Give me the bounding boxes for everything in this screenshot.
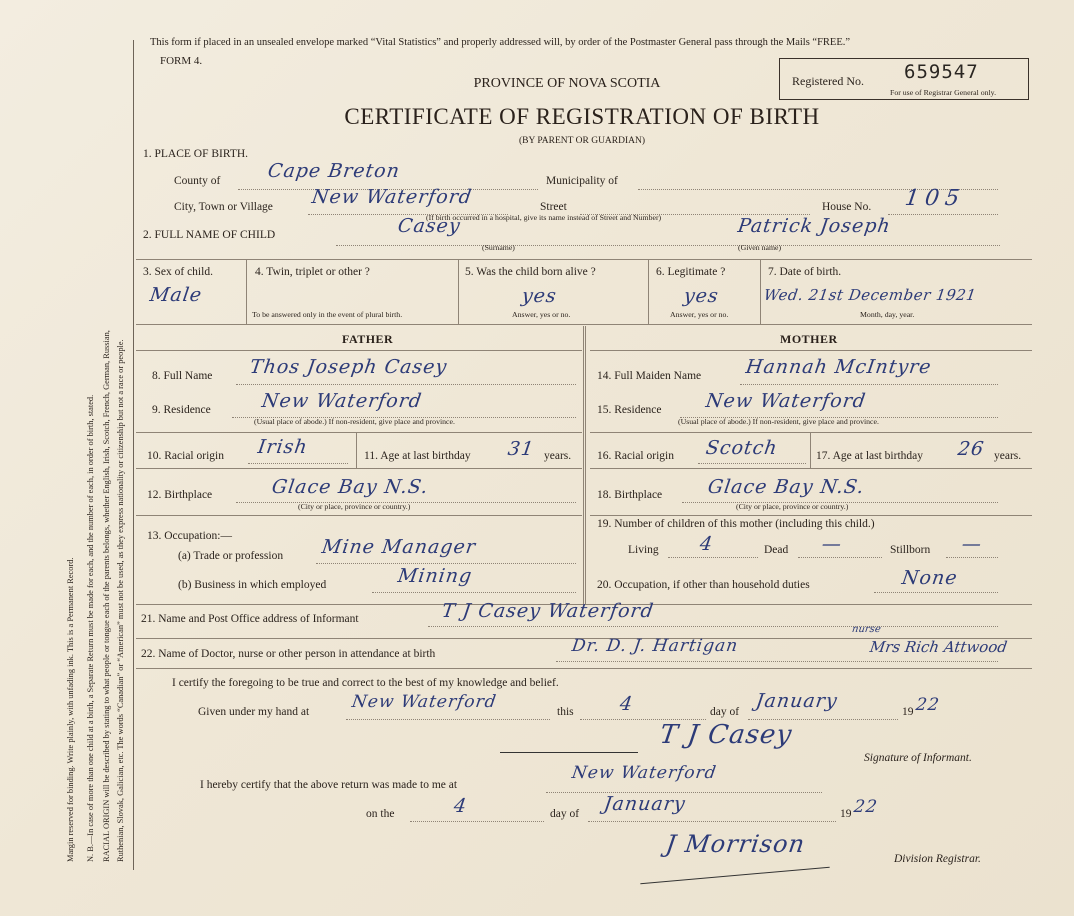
- divider-3-4: [246, 259, 247, 324]
- rule-top-row3: [136, 259, 1032, 260]
- mother-years-label: years.: [994, 450, 1022, 462]
- father-residence-value: New Waterford: [260, 390, 424, 412]
- county-value: Cape Breton: [266, 160, 402, 182]
- sex-value: Male: [148, 284, 204, 306]
- father-racial-divider: [356, 432, 357, 468]
- father-business-value: Mining: [396, 565, 474, 587]
- hospital-note: (If birth occurred in a hospital, give its name instead of Street and Number): [426, 213, 662, 222]
- mother-rule-1: [590, 350, 1032, 351]
- doctor-nurse-word: nurse: [851, 624, 882, 635]
- registrar-year-prefix: 19: [840, 808, 852, 820]
- registrar-day-of-label: day of: [550, 808, 580, 820]
- mother-racial-divider: [810, 432, 811, 468]
- registrar-signature-flourish: [640, 867, 829, 885]
- city-value: New Waterford: [310, 186, 474, 208]
- father-age-value: 31: [506, 438, 536, 460]
- legitimate-note: Answer, yes or no.: [670, 310, 729, 319]
- divider-6-7: [760, 259, 761, 324]
- doctor-value: Dr. D. J. Hartigan: [570, 636, 740, 656]
- dead-value: —: [820, 533, 844, 555]
- father-name-value: Thos Joseph Casey: [248, 356, 449, 378]
- child-surname: Casey: [396, 215, 463, 237]
- father-residence-label: 9. Residence: [152, 404, 211, 416]
- stillborn-value: —: [960, 533, 984, 555]
- date-of-birth-label: 7. Date of birth.: [768, 266, 842, 278]
- city-label: City, Town or Village: [174, 201, 273, 213]
- father-birthplace-value: Glace Bay N.S.: [270, 476, 430, 498]
- father-trade-line: [316, 563, 576, 564]
- mother-racial-label: 16. Racial origin: [597, 450, 674, 462]
- house-line: [888, 214, 998, 215]
- certify-text: I certify the foregoing to be true and correct to the best of my knowledge and belief.: [172, 677, 559, 689]
- stillborn-label: Stillborn: [890, 544, 931, 556]
- father-racial-line: [248, 463, 348, 464]
- margin-rule: [133, 40, 134, 870]
- registrar-place-value: New Waterford: [570, 763, 718, 783]
- mother-occupation-label: 20. Occupation, if other than household duties: [597, 579, 810, 591]
- father-trade-label: (a) Trade or profession: [178, 550, 284, 562]
- parents-divider: [583, 326, 586, 604]
- dead-line: [798, 557, 882, 558]
- mother-occupation-line: [874, 592, 998, 593]
- legitimate-label: 6. Legitimate ?: [656, 266, 726, 278]
- child-given-name: Patrick Joseph: [736, 215, 893, 237]
- father-business-label: (b) Business in which employed: [178, 579, 327, 591]
- mother-rule-3: [590, 468, 1032, 469]
- margin-note-2: N. B.—In case of more than one child at a birth, a Separate Return must be made for each, and the number of each, in order of birth, stated.: [86, 394, 95, 862]
- father-racial-label: 10. Racial origin: [147, 450, 224, 462]
- margin-note-1: Margin reserved for binding. Write plainly, with unfading ink. This is a Permanent Record.: [66, 557, 75, 862]
- this-label: this: [557, 706, 574, 718]
- mother-birthplace-value: Glace Bay N.S.: [706, 476, 866, 498]
- mother-name-value: Hannah McIntyre: [744, 356, 934, 378]
- registrar-day-line: [410, 821, 544, 822]
- twin-label: 4. Twin, triplet or other ?: [255, 266, 370, 278]
- province-heading: PROVINCE OF NOVA SCOTIA: [473, 76, 661, 91]
- registered-number-box: [779, 58, 1029, 100]
- living-value: 4: [698, 533, 715, 555]
- mother-birthplace-label: 18. Birthplace: [597, 489, 663, 501]
- certify-year-value: 22: [914, 695, 942, 715]
- informant-value: T J Casey Waterford: [440, 600, 656, 622]
- living-label: Living: [628, 544, 659, 556]
- divider-4-5: [458, 259, 459, 324]
- postal-notice: This form if placed in an unsealed envelope marked “Vital Statistics” and properly addressed will, by order of the Postmaster General pass through the Mails “FREE.”: [150, 37, 851, 48]
- father-age-label: 11. Age at last birthday: [364, 450, 471, 462]
- municipality-label: Municipality of: [546, 175, 618, 187]
- street-label: Street: [540, 201, 567, 213]
- registrar-year-value: 22: [852, 797, 880, 817]
- father-racial-value: Irish: [256, 436, 310, 458]
- margin-note-3: RACIAL ORIGIN will be described by stating to what people or tongue each of the parents belongs, whether English, Irish, Scotch, French, German, Russian,: [102, 330, 111, 862]
- informant-signature-line: [500, 752, 638, 753]
- mother-residence-value: New Waterford: [704, 390, 868, 412]
- page-subtitle: (BY PARENT OR GUARDIAN): [518, 136, 646, 146]
- father-birthplace-note: (City or place, province or country.): [298, 502, 411, 511]
- given-name-label: (Given name): [738, 243, 782, 252]
- informant-line: [428, 626, 998, 627]
- doctor-label: 22. Name of Doctor, nurse or other person in attendance at birth: [141, 648, 436, 660]
- informant-label: 21. Name and Post Office address of Informant: [141, 613, 359, 625]
- mother-rule-2: [590, 432, 1032, 433]
- father-heading: FATHER: [342, 332, 394, 346]
- child-name-line: [336, 245, 1000, 246]
- registrar-month-line: [588, 821, 836, 822]
- doctor-line: [556, 661, 998, 662]
- margin-note-4: Ruthenian, Slovak, Galician, etc. The words “Canadian” or “American” must not be used, as they express nationality or citizenship but not a race or people.: [116, 339, 125, 862]
- surname-label: (Surname): [482, 243, 515, 252]
- informant-signature-label: Signature of Informant.: [864, 752, 972, 764]
- registrar-signature: J Morrison: [664, 830, 808, 858]
- stillborn-line: [946, 557, 998, 558]
- mother-racial-value: Scotch: [704, 437, 780, 459]
- date-note: Month, day, year.: [860, 310, 915, 319]
- father-name-line: [236, 384, 576, 385]
- certify-day-of-label: day of: [710, 706, 740, 718]
- legitimate-value: yes: [682, 285, 721, 307]
- place-of-birth-label: 1. PLACE OF BIRTH.: [143, 148, 249, 160]
- father-business-line: [372, 592, 576, 593]
- registered-number: 659547: [904, 61, 979, 83]
- living-line: [668, 557, 758, 558]
- father-rule-4: [136, 515, 582, 516]
- mother-residence-label: 15. Residence: [597, 404, 662, 416]
- registrar-on-label: on the: [366, 808, 395, 820]
- father-birthplace-label: 12. Birthplace: [147, 489, 213, 501]
- twin-note: To be answered only in the event of plural birth.: [252, 310, 403, 319]
- doctor-value-2: Mrs Rich Attwood: [868, 638, 1009, 656]
- alive-label: 5. Was the child born alive ?: [465, 266, 596, 278]
- father-years-label: years.: [544, 450, 572, 462]
- alive-value: yes: [520, 285, 559, 307]
- house-value: 105: [903, 186, 967, 211]
- mother-racial-line: [698, 463, 806, 464]
- certify-year-prefix: 19: [902, 706, 914, 718]
- sex-label: 3. Sex of child.: [143, 266, 213, 278]
- mother-children-label: 19. Number of children of this mother (including this child.): [597, 518, 875, 530]
- registrar-text: I hereby certify that the above return was made to me at: [200, 779, 458, 791]
- certify-day-value: 4: [618, 693, 635, 715]
- father-rule-2: [136, 432, 582, 433]
- given-under-label: Given under my hand at: [198, 706, 310, 718]
- page-title: CERTIFICATE OF REGISTRATION OF BIRTH: [344, 104, 820, 129]
- registrar-day-value: 4: [452, 795, 469, 817]
- registrar-month-value: January: [602, 793, 688, 815]
- mother-occupation-value: None: [900, 567, 960, 589]
- informant-signature: T J Casey: [657, 720, 795, 750]
- mother-age-label: 17. Age at last birthday: [816, 450, 923, 462]
- given-place-value: New Waterford: [350, 692, 498, 712]
- father-rule-1: [136, 350, 582, 351]
- alive-note: Answer, yes or no.: [512, 310, 571, 319]
- mother-residence-note: (Usual place of abode.) If non-resident, give place and province.: [678, 417, 879, 426]
- father-name-label: 8. Full Name: [152, 370, 213, 382]
- registrar-signature-label: Division Registrar.: [894, 853, 981, 865]
- registrar-note: For use of Registrar General only.: [890, 88, 997, 97]
- rule-bottom-row3: [136, 324, 1032, 325]
- given-place-line: [346, 719, 550, 720]
- mother-name-line: [740, 384, 998, 385]
- child-name-label: 2. FULL NAME OF CHILD: [143, 229, 276, 241]
- rule-doctor: [136, 668, 1032, 669]
- mother-heading: MOTHER: [780, 332, 838, 346]
- father-rule-3: [136, 468, 582, 469]
- mother-age-value: 26: [956, 438, 986, 460]
- certify-month-value: January: [754, 690, 840, 712]
- form-number: FORM 4.: [160, 55, 203, 67]
- mother-name-label: 14. Full Maiden Name: [597, 370, 702, 382]
- date-of-birth-value: Wed. 21st December 1921: [762, 286, 978, 304]
- mother-rule-4: [590, 515, 1032, 516]
- house-label: House No.: [822, 201, 872, 213]
- dead-label: Dead: [764, 544, 789, 556]
- county-label: County of: [174, 175, 221, 187]
- father-trade-value: Mine Manager: [320, 536, 478, 558]
- divider-5-6: [648, 259, 649, 324]
- mother-birthplace-note: (City or place, province or country.): [736, 502, 849, 511]
- father-occupation-label: 13. Occupation:—: [147, 530, 232, 542]
- registered-label: Registered No.: [792, 74, 864, 88]
- father-residence-note: (Usual place of abode.) If non-resident, give place and province.: [254, 417, 455, 426]
